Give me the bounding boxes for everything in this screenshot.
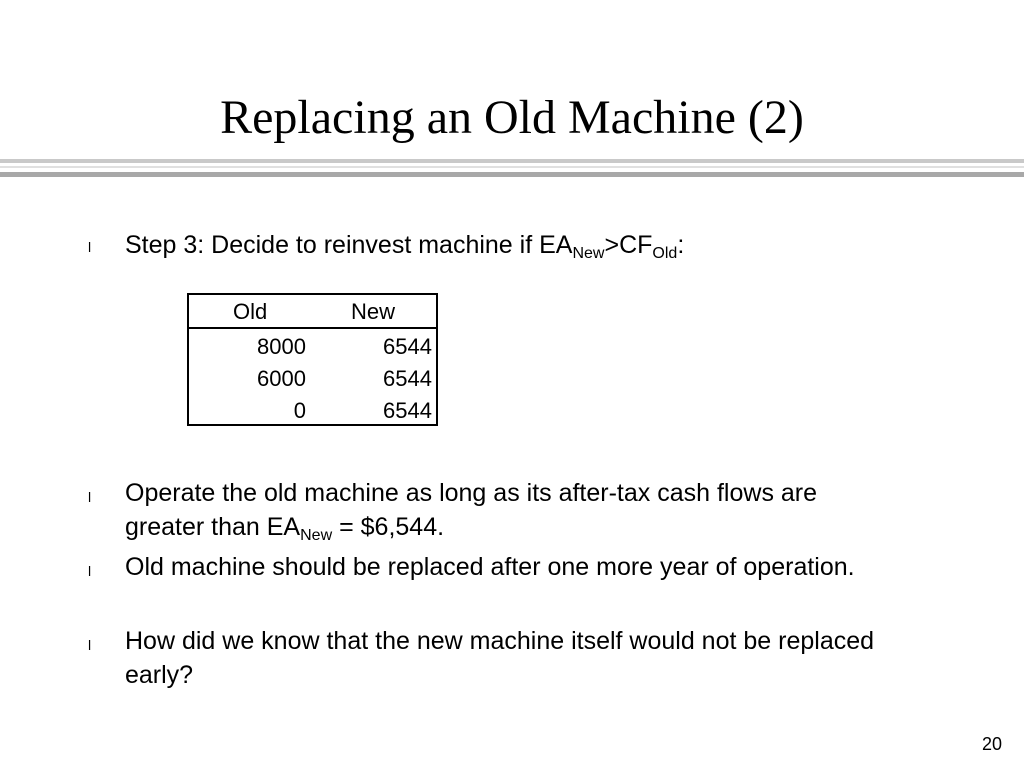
comparison-table — [187, 293, 438, 426]
page-number: 20 — [981, 734, 1002, 754]
table-cell-old: 8000 — [257, 334, 306, 359]
title-divider-middle — [0, 166, 1024, 168]
step-text-start: Step 3: Decide to reinvest machine if EA — [125, 231, 573, 259]
step-text-end: : — [677, 231, 685, 259]
bullet-question-text: How did we know that the new machine itself would not be replaced early? — [125, 627, 875, 689]
step-text-mid: >CF — [604, 231, 653, 259]
table-cell-new: 6544 — [383, 398, 432, 423]
title-divider-bottom — [0, 172, 1024, 177]
step-three-text — [125, 228, 985, 262]
bullet-operate-subscript: New — [300, 527, 333, 544]
title-divider-top — [0, 159, 1024, 163]
bullet-operate-line2-start: greater than EA — [125, 513, 301, 541]
bullet-marker: l — [88, 637, 92, 653]
bullet-replace-text: Old machine should be replaced after one more year of operation. — [125, 553, 855, 581]
table-cell-new: 6544 — [383, 366, 432, 391]
table-cell-new: 6544 — [383, 334, 432, 359]
bullet-marker: l — [88, 489, 92, 505]
bullet-marker: l — [88, 563, 92, 579]
bullet-operate-line2-end: = $6,544. — [332, 513, 445, 541]
bullet-marker: l — [88, 239, 92, 255]
table-header-row — [189, 295, 436, 329]
table-cell-old: 0 — [293, 398, 306, 423]
step-subscript-old: Old — [652, 245, 678, 262]
slide-title: Replacing an Old Machine (2) — [220, 91, 804, 144]
bullet-operate-text — [125, 476, 985, 544]
step-subscript-new: New — [572, 245, 605, 262]
table-header-old: Old — [233, 299, 268, 324]
table-header-new: New — [351, 299, 396, 324]
bullet-operate-line1: Operate the old machine as long as its after-tax cash flows are — [125, 479, 818, 507]
table-cell-old: 6000 — [257, 366, 306, 391]
